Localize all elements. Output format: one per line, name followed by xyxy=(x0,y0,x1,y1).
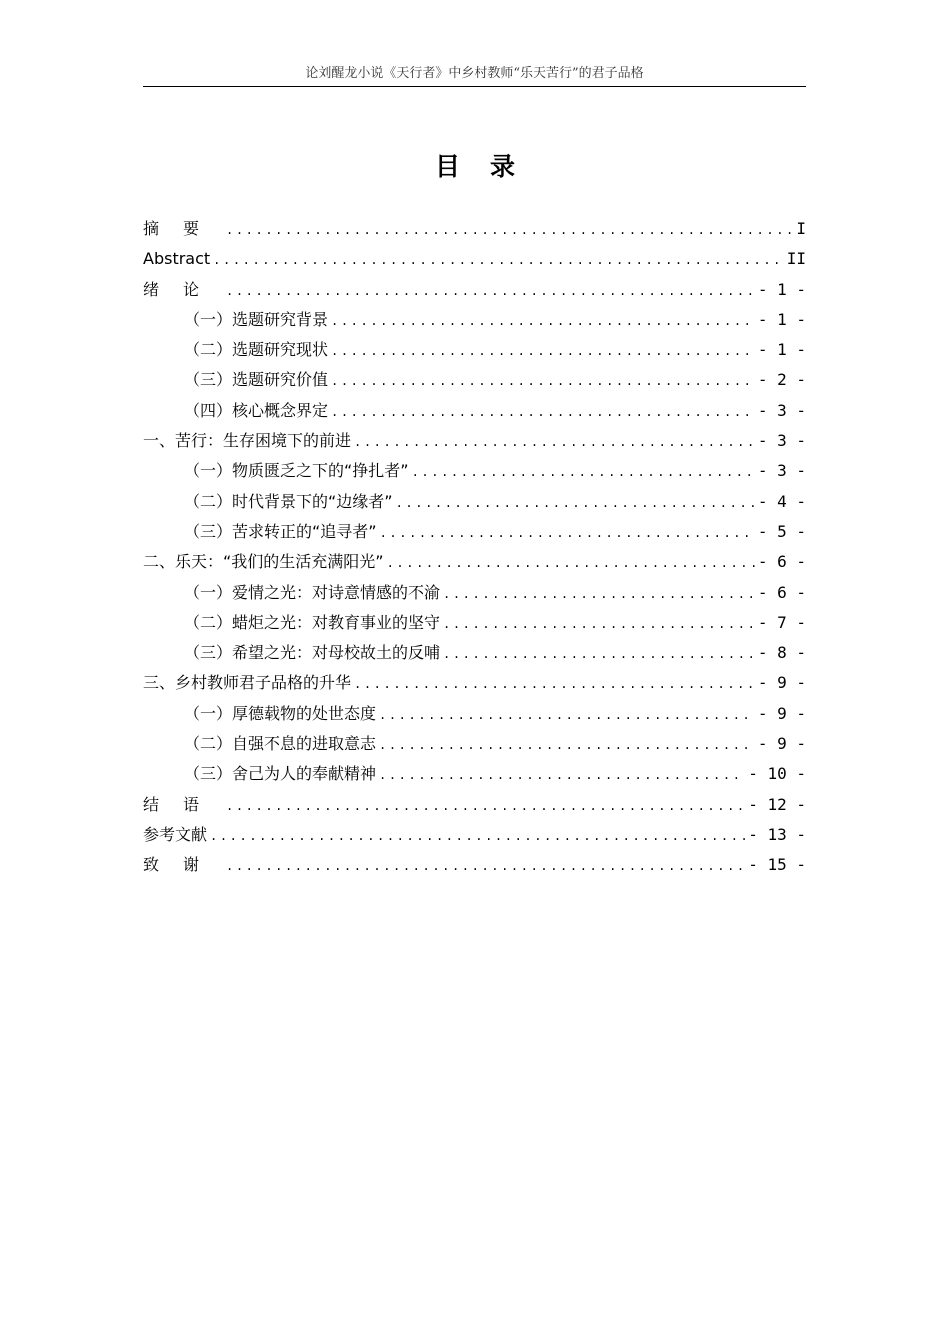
toc-dot-leader xyxy=(331,336,755,366)
toc-dot-leader xyxy=(443,609,755,639)
toc-dot-leader xyxy=(443,579,755,609)
toc-dot-leader xyxy=(226,276,755,306)
toc-entry-page-number: - 1 - xyxy=(757,340,806,360)
toc-entry-page-number: - 5 - xyxy=(757,521,806,541)
running-header: 论刘醒龙小说《天行者》中乡村教师“乐天苦行”的君子品格 xyxy=(305,66,644,81)
toc-entry[interactable] xyxy=(143,759,806,789)
toc-entry-page-number: - 3 - xyxy=(757,461,806,481)
toc-entry[interactable] xyxy=(143,578,806,608)
toc-entry-label: （二）蜡炬之光：对教育事业的坚守 xyxy=(184,612,441,632)
toc-dot-leader xyxy=(331,366,755,396)
toc-entry-label: 摘要 xyxy=(143,219,224,238)
toc-dot-leader xyxy=(443,639,755,669)
toc-dot-leader xyxy=(226,851,745,881)
toc-dot-leader xyxy=(210,821,745,851)
toc-entry-page-number: - 13 - xyxy=(748,824,806,844)
toc-entry-label: 三、乡村教师君子品格的升华 xyxy=(143,673,352,693)
toc-entry-label: （三）舍己为人的奉献精神 xyxy=(184,764,377,784)
toc-entry-label: 一、苦行：生存困境下的前进 xyxy=(143,431,352,451)
toc-title: 目录 xyxy=(434,152,545,181)
toc-entry-label: （一）物质匮乏之下的“挣扎者” xyxy=(184,461,409,481)
toc-dot-leader xyxy=(379,730,755,760)
toc-dot-leader xyxy=(354,669,755,699)
toc-entry-page-number: - 6 - xyxy=(757,582,806,602)
toc-entry[interactable] xyxy=(143,850,806,880)
toc-dot-leader xyxy=(226,791,745,821)
toc-entry-page-number: II xyxy=(786,249,806,269)
toc-entry-label: （三）选题研究价值 xyxy=(184,370,329,390)
toc-dot-leader xyxy=(412,457,755,487)
toc-entry[interactable] xyxy=(143,547,806,577)
toc-entry-label: （二）自强不息的进取意志 xyxy=(184,734,377,754)
toc-entry-page-number: - 10 - xyxy=(748,764,806,784)
toc-entry[interactable] xyxy=(143,699,806,729)
toc-entry-label: Abstract xyxy=(143,249,211,269)
toc-entry[interactable] xyxy=(143,668,806,698)
toc-entry-page-number: - 3 - xyxy=(757,400,806,420)
toc-entry[interactable] xyxy=(143,456,806,486)
toc-entry[interactable] xyxy=(143,820,806,850)
toc-dot-leader xyxy=(396,488,755,518)
toc-dot-leader xyxy=(387,548,755,578)
toc-entry-page-number: - 9 - xyxy=(757,673,806,693)
toc-entry-label: （一）爱情之光：对诗意情感的不渝 xyxy=(184,582,441,602)
toc-entry-label: 绪论 xyxy=(143,279,224,299)
toc-entry-label: 二、乐天：“我们的生活充满阳光” xyxy=(143,552,384,572)
toc-entry-page-number: - 15 - xyxy=(748,855,806,875)
toc-entry-page-number: - 3 - xyxy=(757,431,806,451)
toc-entry-page-number: - 12 - xyxy=(748,794,806,814)
toc-entry-page-number: I xyxy=(796,219,806,238)
toc-entry[interactable] xyxy=(143,517,806,547)
toc-entry-label: （四）核心概念界定 xyxy=(184,400,329,420)
header-divider xyxy=(143,86,806,87)
toc-entry[interactable] xyxy=(143,608,806,638)
toc-entry-label: （二）时代背景下的“边缘者” xyxy=(184,491,393,511)
toc-entry-label: 结语 xyxy=(143,794,224,814)
toc-entry-label: 参考文献 xyxy=(143,824,208,844)
toc-entry-label: （二）选题研究现状 xyxy=(184,340,329,360)
toc-entry-label: （一）选题研究背景 xyxy=(184,309,329,329)
toc-entry-page-number: - 9 - xyxy=(757,703,806,723)
toc-entry-page-number: - 1 - xyxy=(757,309,806,329)
toc-dot-leader xyxy=(379,760,745,790)
toc-dot-leader xyxy=(379,700,755,730)
toc-entry-page-number: - 4 - xyxy=(757,491,806,511)
table-of-contents xyxy=(143,214,806,881)
toc-entry-label: （一）厚德载物的处世态度 xyxy=(184,703,377,723)
toc-entry[interactable] xyxy=(143,214,806,244)
toc-entry[interactable] xyxy=(143,729,806,759)
toc-entry[interactable] xyxy=(143,335,806,365)
toc-dot-leader xyxy=(226,215,793,245)
toc-entry[interactable] xyxy=(143,244,806,274)
toc-entry-label: 致谢 xyxy=(143,855,224,875)
toc-dot-leader xyxy=(380,518,755,548)
toc-entry-page-number: - 8 - xyxy=(757,643,806,663)
toc-entry[interactable] xyxy=(143,487,806,517)
toc-entry-page-number: - 9 - xyxy=(757,734,806,754)
toc-dot-leader xyxy=(213,245,784,275)
toc-entry[interactable] xyxy=(143,305,806,335)
toc-dot-leader xyxy=(354,427,755,457)
toc-entry-page-number: - 6 - xyxy=(757,552,806,572)
toc-entry-label: （三）希望之光：对母校故土的反哺 xyxy=(184,643,441,663)
toc-entry[interactable] xyxy=(143,275,806,305)
toc-entry-page-number: - 7 - xyxy=(757,612,806,632)
toc-dot-leader xyxy=(331,306,755,336)
toc-entry[interactable] xyxy=(143,365,806,395)
toc-entry-page-number: - 1 - xyxy=(757,279,806,299)
toc-entry[interactable] xyxy=(143,396,806,426)
toc-entry[interactable] xyxy=(143,790,806,820)
toc-entry[interactable] xyxy=(143,426,806,456)
toc-entry[interactable] xyxy=(143,638,806,668)
toc-dot-leader xyxy=(331,397,755,427)
toc-entry-label: （三）苦求转正的“追寻者” xyxy=(184,521,377,541)
toc-entry-page-number: - 2 - xyxy=(757,370,806,390)
